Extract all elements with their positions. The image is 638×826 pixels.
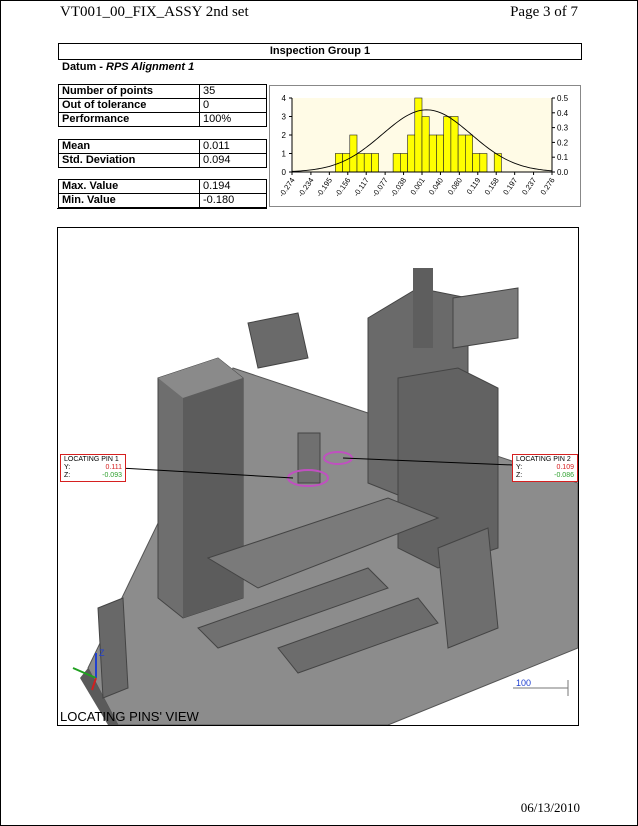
stat-label: Max. Value: [59, 180, 200, 194]
callout-row-y: [64, 464, 122, 472]
datum-line: [62, 61, 194, 73]
histogram-svg: [270, 86, 580, 206]
callout-label: Y:: [516, 464, 523, 471]
callout-title: LOCATING PIN 2: [516, 456, 571, 463]
left-tower-side: [183, 378, 243, 618]
x-axis-tick-label: 0.001: [408, 175, 427, 197]
histogram-bar: [343, 154, 350, 173]
x-axis-tick-label: -0.274: [277, 175, 297, 199]
stat-value: 0: [200, 99, 267, 113]
stat-value: 0.194: [200, 180, 267, 194]
histogram-bar: [473, 154, 480, 173]
x-axis-tick-label: 0.237: [520, 175, 539, 197]
stat-label: Number of points: [59, 85, 200, 99]
callout-value: 0.109: [556, 464, 574, 471]
stat-label: Mean: [59, 140, 200, 154]
right-axis-tick-label: 0.1: [557, 153, 569, 163]
callout-value: -0.086: [554, 472, 574, 479]
table-row: [59, 113, 267, 127]
x-axis-tick-label: 0.197: [501, 175, 520, 197]
table-row: [59, 154, 267, 168]
left-axis-tick-label: 1: [281, 149, 286, 159]
histogram-bar: [357, 154, 364, 173]
stats-table-distribution: [58, 139, 267, 168]
callout-label: Z:: [64, 472, 71, 479]
right-front-block: [438, 528, 498, 648]
right-axis-tick-label: 0.5: [557, 94, 569, 103]
document-title: VT001_00_FIX_ASSY 2nd set: [60, 4, 249, 20]
histogram-bar: [371, 154, 378, 173]
histogram-bar: [429, 135, 436, 172]
x-axis-tick-label: -0.195: [314, 175, 334, 199]
datum-value: RPS Alignment 1: [106, 61, 195, 73]
stat-label: Out of tolerance: [59, 99, 200, 113]
right-axis-tick-label: 0.0: [557, 168, 569, 177]
histogram-bar: [350, 135, 357, 172]
x-axis-tick-label: -0.038: [388, 175, 409, 199]
fixture-3d-model: [58, 228, 578, 725]
stats-bottom-rule: [57, 208, 267, 210]
stats-table-counts: [58, 84, 267, 127]
callout-row-y: [516, 464, 574, 472]
stat-value: 0.011: [200, 140, 267, 154]
histogram-chart: [269, 85, 581, 207]
histogram-bar: [408, 135, 415, 172]
stats-table-extremes: [58, 179, 267, 208]
x-axis-tick-label: 0.158: [482, 175, 501, 197]
left-axis-tick-label: 4: [281, 94, 286, 103]
callout-label: Z:: [516, 472, 523, 479]
right-axis-tick-label: 0.3: [557, 123, 569, 133]
table-row: [59, 180, 267, 194]
x-axis-tick-label: 0.080: [445, 175, 464, 197]
table-row: [59, 99, 267, 113]
top-bracket: [248, 313, 308, 368]
right-axis-tick-label: 0.2: [557, 138, 569, 148]
center-pin-post: [298, 433, 320, 483]
stat-value: 0.094: [200, 154, 267, 168]
x-axis-tick-label: -0.077: [370, 175, 390, 199]
inspection-group-title: Inspection Group 1: [58, 43, 582, 60]
histogram-bar: [451, 117, 458, 173]
stat-label: Performance: [59, 113, 200, 127]
left-axis-tick-label: 3: [281, 112, 286, 122]
z-axis-label: Z: [99, 648, 105, 658]
histogram-bar: [415, 98, 422, 172]
x-axis-tick-label: -0.156: [332, 175, 353, 199]
histogram-bar: [480, 154, 487, 173]
right-post: [413, 268, 433, 348]
x-axis-tick-label: 0.119: [464, 175, 483, 197]
stat-value: -0.180: [200, 194, 267, 208]
histogram-bar: [393, 154, 400, 173]
histogram-bar: [444, 117, 451, 173]
callout-row-z: [64, 472, 122, 480]
left-axis-tick-label: 2: [281, 131, 286, 140]
histogram-bar: [458, 135, 465, 172]
histogram-bar: [436, 135, 443, 172]
left-axis-tick-label: 0: [281, 168, 286, 177]
page-number: Page 3 of 7: [510, 4, 578, 20]
right-clamp: [453, 288, 518, 348]
x-axis-tick-label: 0.040: [426, 175, 446, 197]
stat-value: 100%: [200, 113, 267, 127]
x-axis-tick-label: 0.276: [538, 175, 557, 197]
histogram-bar: [364, 154, 371, 173]
right-axis-tick-label: 0.4: [557, 108, 569, 118]
table-row: [59, 194, 267, 208]
footer-date: 06/13/2010: [520, 800, 580, 815]
callout-locating-pin-2: [512, 454, 578, 482]
histogram-bar: [465, 135, 472, 172]
callout-title: LOCATING PIN 1: [64, 456, 119, 463]
callout-row-z: [516, 472, 574, 480]
callout-value: -0.093: [102, 472, 122, 479]
x-axis-tick-label: -0.117: [351, 175, 371, 199]
stat-label: Min. Value: [59, 194, 200, 208]
view-caption: LOCATING PINS' VIEW: [60, 709, 199, 724]
stat-label: Std. Deviation: [59, 154, 200, 168]
datum-label: Datum -: [62, 61, 106, 73]
callout-locating-pin-1: [60, 454, 126, 482]
table-row: [59, 85, 267, 99]
stat-value: 35: [200, 85, 267, 99]
scale-bar-label: 100: [516, 678, 532, 688]
histogram-bar: [422, 117, 429, 173]
callout-value: 0.111: [105, 464, 122, 471]
locating-pins-view: [57, 227, 579, 726]
callout-label: Y:: [64, 464, 71, 471]
histogram-bar: [400, 154, 407, 173]
table-row: [59, 140, 267, 154]
x-axis-tick-label: -0.234: [295, 175, 316, 199]
